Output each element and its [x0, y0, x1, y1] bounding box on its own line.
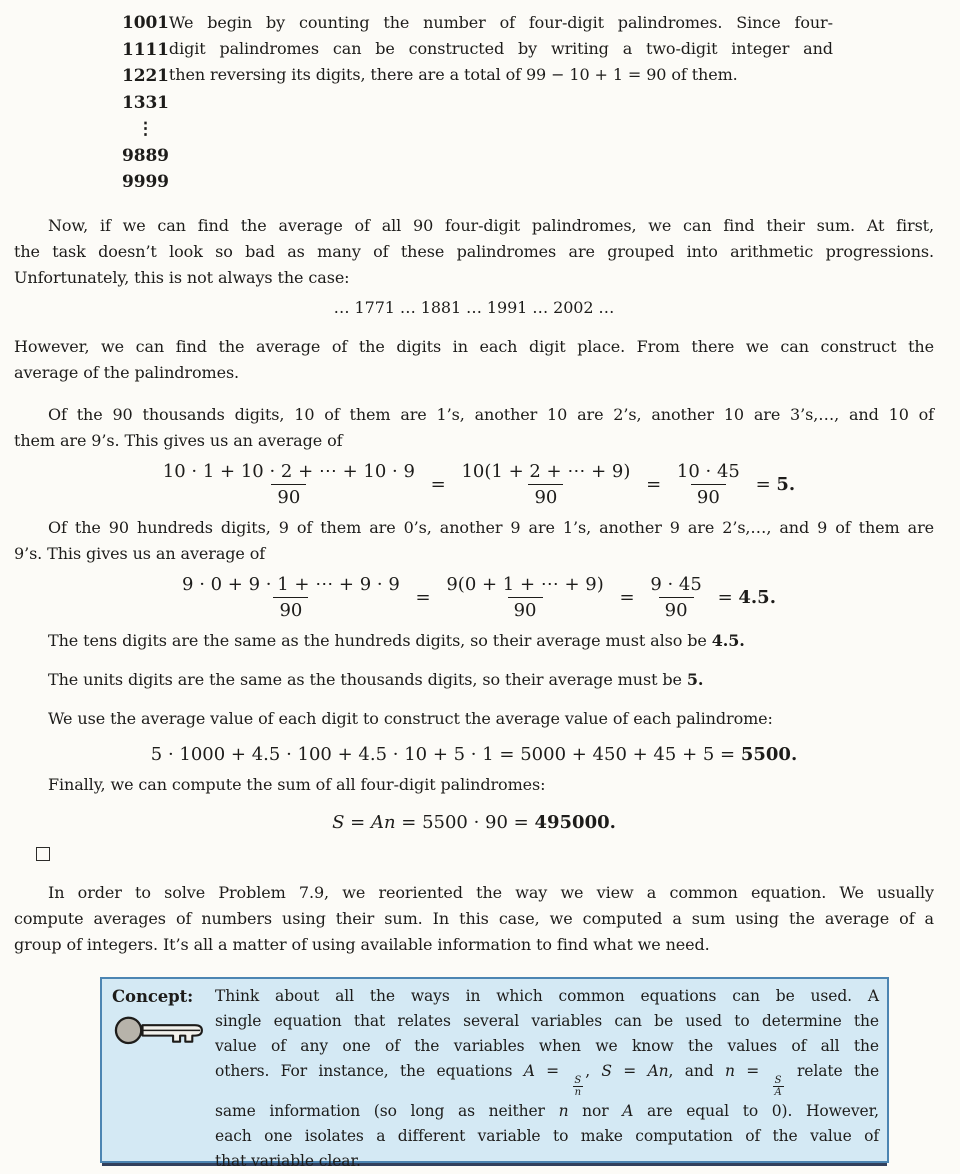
bold-text: 5500.: [740, 744, 798, 765]
text-span: average of the palindromes.: [14, 362, 240, 382]
text-span: Of the 90 thousands digits, 10 of them are 1’s, another 10 are 2’s, another 10 are 3’s,…, and 10 of: [48, 404, 934, 424]
text-span: However, we can find the average of the digits in each digit place. From there we can construct the: [14, 336, 934, 356]
palindrome-list-item: [122, 143, 169, 170]
text-line: [14, 667, 934, 693]
concept-label: Concept:: [112, 986, 194, 1006]
text-span: 9889: [122, 145, 169, 166]
paragraph-units-digits: [14, 667, 934, 693]
inline-fraction: [176, 574, 406, 621]
text-line: [14, 932, 934, 958]
text-span: are equal to 0). However,: [633, 1101, 880, 1120]
fraction-numerator: 10(1 + 2 + ⋯ + 9): [461, 461, 631, 482]
italic-text: An: [647, 1061, 669, 1080]
fraction-numerator: 9 · 45: [650, 574, 702, 595]
text-span: =: [711, 587, 739, 608]
equation-sum: [14, 808, 934, 838]
concept-text: [215, 984, 880, 1170]
palindrome-list-item: [122, 10, 169, 37]
paragraph-thousands-digits: [14, 402, 934, 454]
paragraph-reflection: [14, 880, 934, 958]
text-span: 9999: [122, 172, 169, 192]
text-span: that variable clear.: [215, 1151, 361, 1170]
bold-text: 5.: [776, 474, 796, 495]
fraction-denominator: 90: [273, 597, 308, 621]
text-span: others. For instance, the equations: [215, 1061, 524, 1080]
paragraph-average-plan: [14, 213, 934, 291]
inline-fraction: [572, 1076, 583, 1099]
text-span: Now, if we can find the average of all 90 four-digit palindromes, we can find their sum. At first,: [48, 215, 934, 235]
equation-hundreds-average: [14, 569, 934, 627]
palindrome-list-item: [122, 116, 169, 143]
text-line: [14, 428, 934, 454]
text-span: nor: [568, 1101, 623, 1120]
fraction-denominator: A: [774, 1087, 782, 1098]
text-line: [215, 1059, 879, 1099]
text-line: [215, 1099, 879, 1124]
fraction-denominator: n: [574, 1087, 581, 1098]
text-span: In order to solve Problem 7.9, we reoriented the way we view a common equation. We usually: [48, 882, 934, 902]
italic-text: An: [370, 812, 396, 833]
equation-thousands-average: [14, 456, 934, 514]
text-line: [14, 360, 934, 386]
text-line: [169, 10, 833, 36]
italic-text: S: [601, 1061, 612, 1080]
concept-box: [100, 977, 889, 1170]
text-span: ,: [585, 1061, 602, 1080]
bold-text: 4.5.: [738, 587, 776, 608]
text-span: We use the average value of each digit to construct the average value of each palindrome:: [48, 708, 773, 728]
text-span: =: [534, 1061, 571, 1080]
text-span: We begin by counting the number of four-digit palindromes. Since four-: [168, 13, 833, 32]
bold-text: 4.5.: [711, 630, 745, 650]
bold-text: 5.: [686, 669, 704, 689]
key-icon: [112, 1012, 215, 1058]
text-span: 1001: [122, 13, 169, 33]
fraction-denominator: 90: [271, 484, 306, 508]
text-span: 1221: [122, 66, 169, 86]
italic-text: n: [724, 1061, 735, 1080]
text-span: compute averages of numbers using their sum. In this case, we computed a sum using the average of a: [14, 908, 934, 928]
text-span: =: [734, 1061, 771, 1080]
text-line: [215, 1124, 879, 1149]
text-span: =: [749, 474, 777, 495]
bold-text: 495000.: [534, 812, 616, 833]
text-line: [215, 1034, 879, 1059]
text-span: =: [344, 812, 371, 833]
text-line: [14, 265, 934, 291]
fraction-denominator: 90: [508, 597, 543, 621]
equation-palindrome-average: [14, 740, 934, 770]
italic-text: A: [523, 1061, 535, 1080]
palindrome-list-item: [122, 169, 169, 196]
paragraph-hundreds-digits: [14, 515, 934, 567]
text-line: [14, 239, 934, 265]
text-line: [14, 628, 934, 654]
intro-section: [14, 0, 934, 196]
text-span: , and: [668, 1061, 725, 1080]
inline-fraction: [671, 461, 746, 508]
text-span: digit palindromes can be constructed by writing a two-digit integer and: [168, 39, 833, 58]
text-span: them are 9’s. This gives us an average of: [14, 430, 343, 450]
fraction-numerator: S: [774, 1074, 782, 1086]
text-line: [14, 880, 934, 906]
text-line: [14, 906, 934, 932]
text-span: the task doesn’t look so bad as many of these palindromes are grouped into arithmetic progressions.: [14, 241, 934, 261]
italic-text: A: [622, 1101, 634, 1120]
palindrome-list-item: [122, 90, 169, 117]
text-span: = 5500 · 90 =: [395, 812, 535, 833]
fraction-numerator: 9 · 0 + 9 · 1 + ⋯ + 9 · 9: [182, 574, 400, 595]
text-span: then reversing its digits, there are a total of 99 − 10 + 1 = 90 of them.: [168, 65, 738, 84]
palindrome-list-item: [122, 63, 169, 90]
fraction-numerator: S: [574, 1074, 582, 1086]
text-line: [14, 706, 934, 732]
fraction-numerator: 9(0 + 1 + ⋯ + 9): [446, 574, 604, 595]
qed-square-icon: [36, 847, 50, 861]
italic-text: S: [332, 812, 345, 833]
inline-fraction: [773, 1076, 784, 1099]
text-line: [169, 62, 833, 88]
text-span: The tens digits are the same as the hundreds digits, so their average must also be: [48, 630, 712, 650]
text-span: single equation that relates several variables can be used to determine the: [215, 1011, 879, 1030]
paragraph-finally: [14, 772, 934, 798]
text-span: 5 · 1000 + 4.5 · 100 + 4.5 · 10 + 5 · 1 = 5000 + 450 + 45 + 5 =: [150, 744, 741, 765]
palindrome-list: [122, 10, 169, 196]
fraction-numerator: 10 · 45: [676, 461, 740, 482]
paragraph-tens-digits: [14, 628, 934, 654]
text-line: [14, 402, 934, 428]
text-span: =: [409, 587, 437, 608]
text-span: =: [640, 474, 667, 495]
text-span: =: [424, 474, 452, 495]
palindrome-sequence-line: … 1771 … 1881 … 1991 … 2002 …: [333, 297, 615, 317]
text-span: 1331: [122, 92, 169, 113]
text-line: [215, 1009, 879, 1034]
text-line: [14, 541, 934, 567]
text-span: ⋮: [137, 119, 154, 139]
text-span: Of the 90 hundreds digits, 9 of them are 0’s, another 9 are 1’s, another 9 are 2’s,…, and 9 of them are: [48, 517, 934, 537]
text-span: same information (so long as neither: [215, 1101, 559, 1120]
fraction-denominator: 90: [691, 484, 726, 508]
inline-fraction: [644, 574, 708, 621]
text-span: Unfortunately, this is not always the case:: [14, 267, 350, 287]
palindrome-list-item: [122, 37, 169, 64]
paragraph-digit-place: [14, 334, 934, 386]
text-span: The units digits are the same as the thousands digits, so their average must be: [48, 669, 687, 689]
intro-paragraph: [169, 10, 833, 196]
text-span: =: [611, 1061, 648, 1080]
text-span: Think about all the ways in which common equations can be used. A: [215, 986, 879, 1005]
inline-fraction: [440, 574, 609, 621]
inline-fraction: [157, 461, 421, 508]
text-line: [14, 772, 934, 798]
fraction-denominator: 90: [528, 484, 563, 508]
text-line: [14, 515, 934, 541]
text-span: 1111: [122, 39, 169, 60]
text-span: relate the: [785, 1061, 880, 1080]
fraction-denominator: 90: [659, 597, 694, 621]
concept-box-left-column: [112, 984, 215, 1155]
text-span: group of integers. It’s all a matter of using available information to find what we need.: [14, 934, 710, 954]
italic-text: n: [558, 1101, 569, 1120]
text-span: Finally, we can compute the sum of all four-digit palindromes:: [48, 774, 546, 794]
paragraph-average-value: [14, 706, 934, 732]
text-line: [14, 334, 934, 360]
fraction-numerator: 10 · 1 + 10 · 2 + ⋯ + 10 · 9: [162, 461, 415, 482]
text-span: =: [613, 587, 641, 608]
text-span: 9’s. This gives us an average of: [14, 543, 266, 563]
text-line: [169, 36, 833, 62]
text-span: value of any one of the variables when we know the values of all the: [215, 1036, 879, 1055]
text-line: [215, 984, 879, 1009]
text-line: [14, 213, 934, 239]
text-span: each one isolates a different variable to make computation of the value of: [215, 1126, 879, 1145]
inline-fraction: [455, 461, 636, 508]
